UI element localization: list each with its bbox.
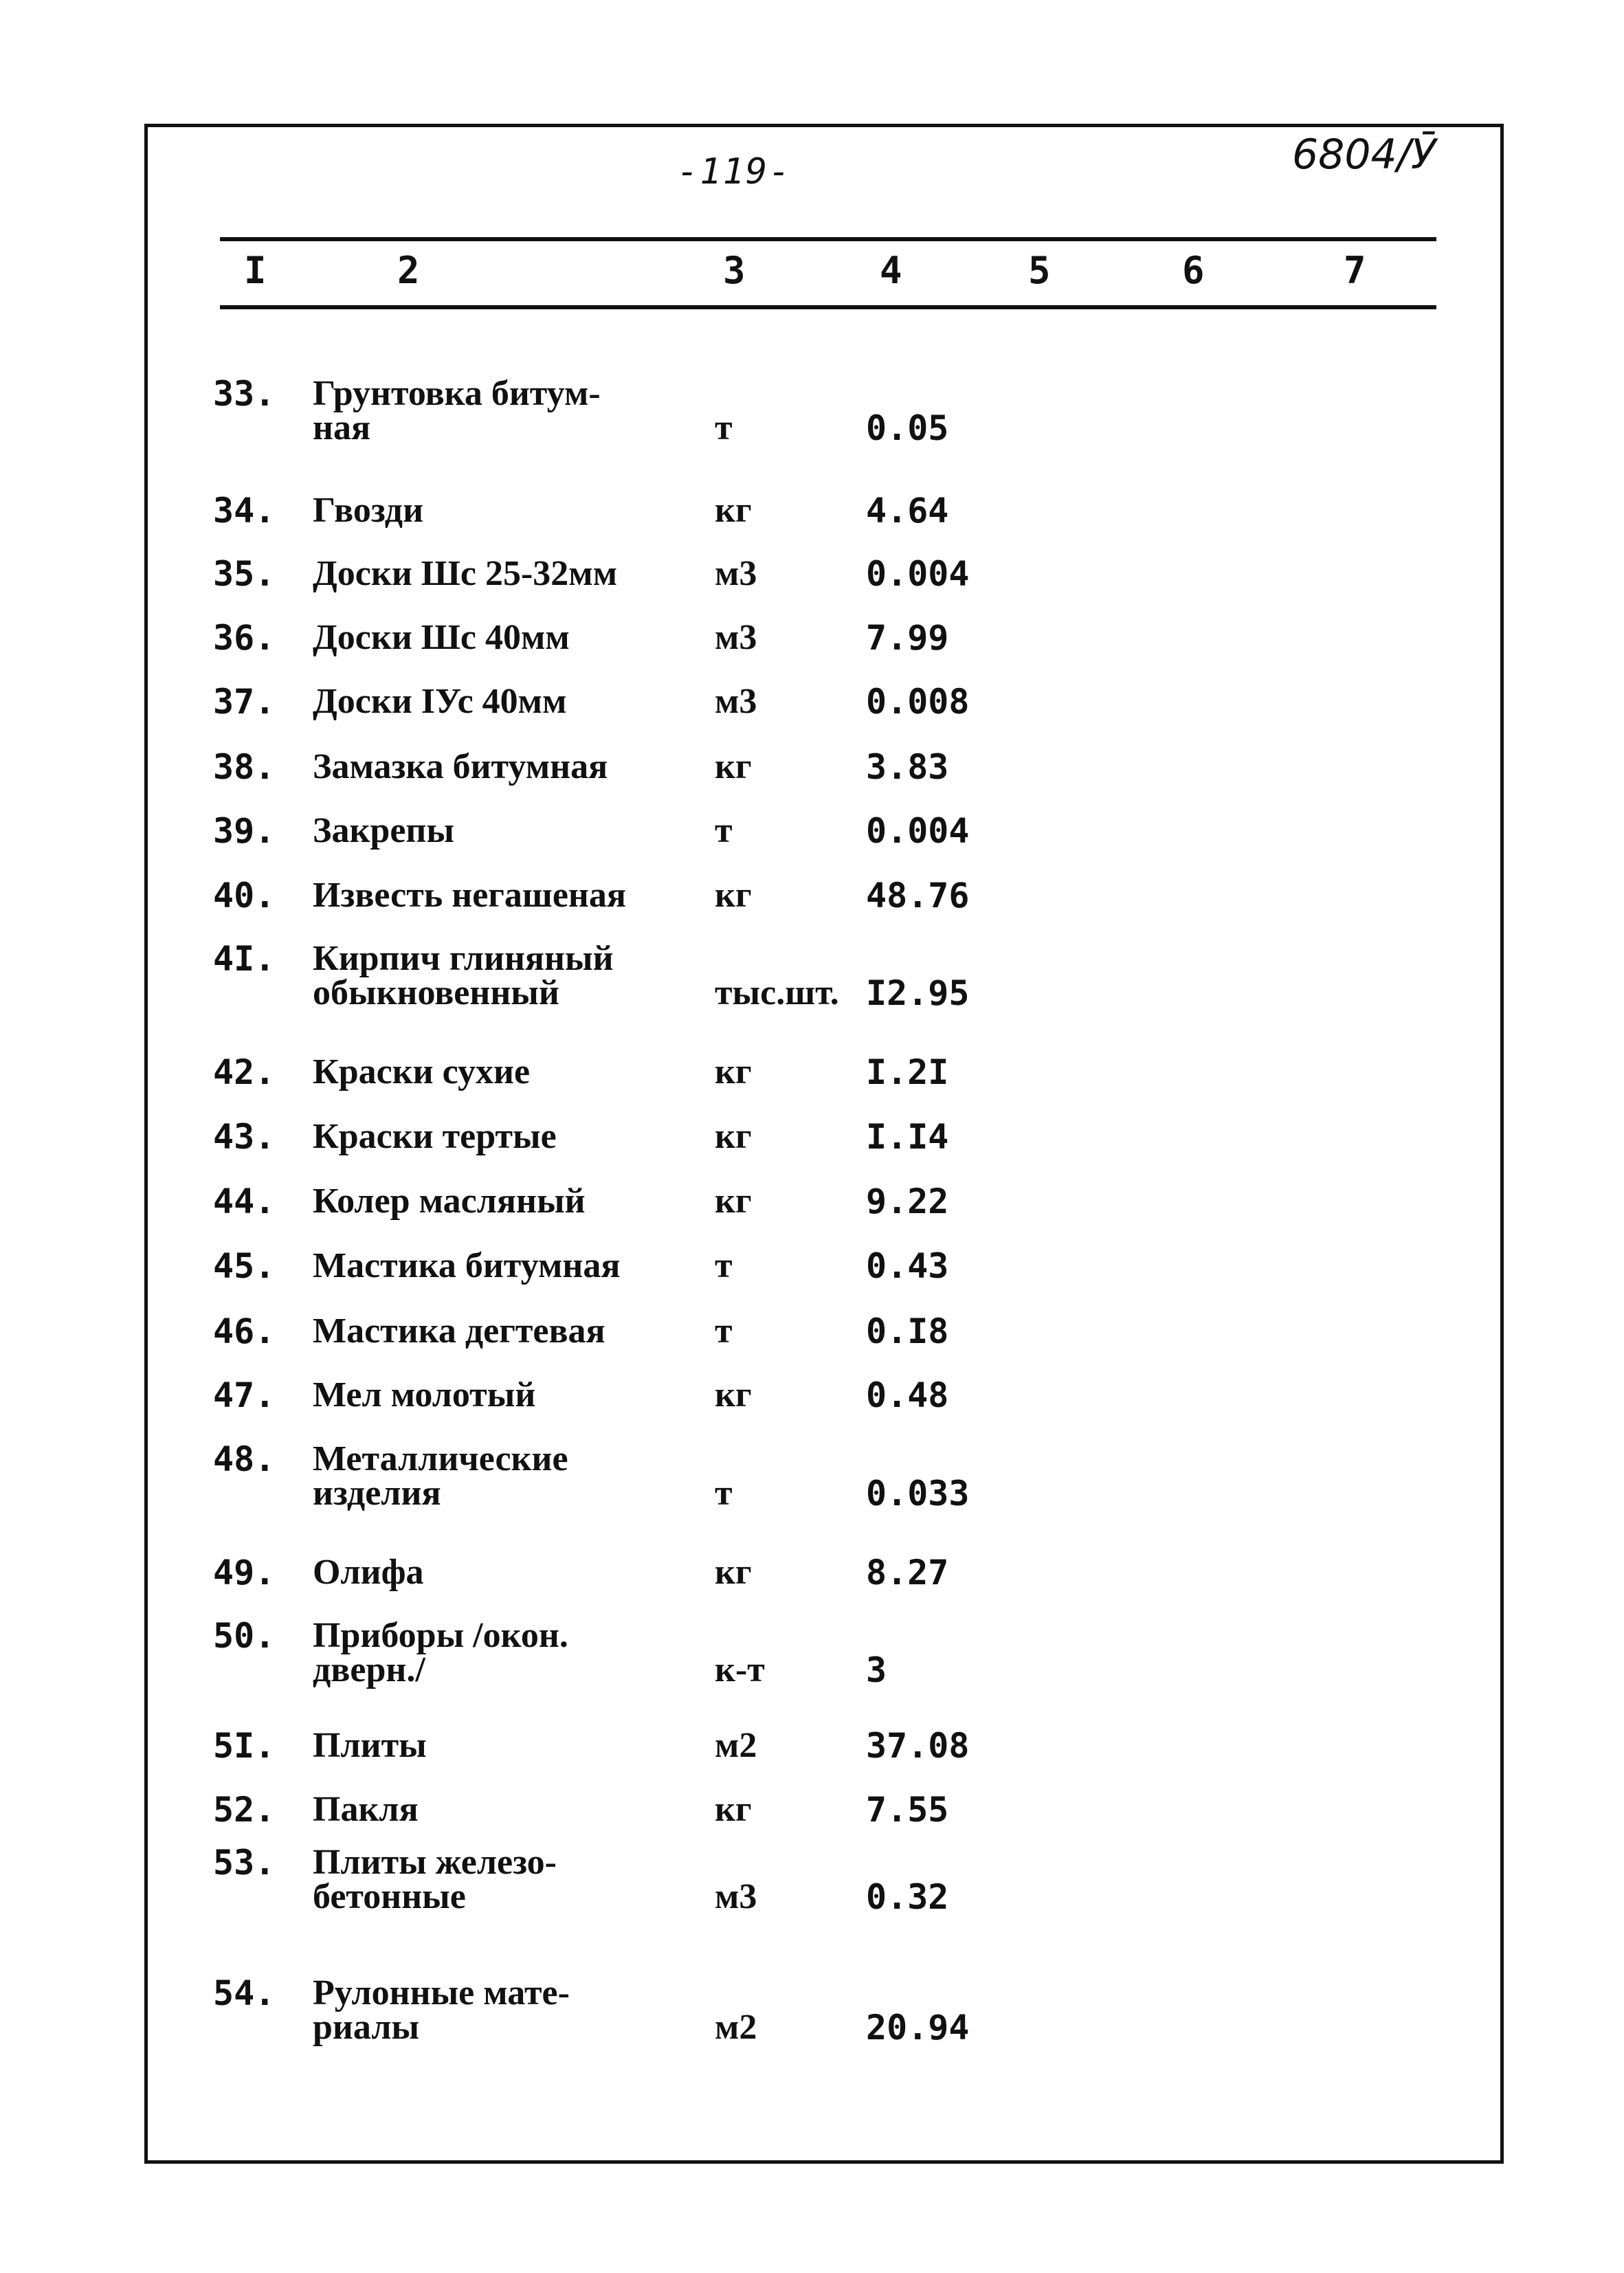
row-number: 42. — [213, 1052, 276, 1092]
row-number: 39. — [213, 811, 276, 851]
unit: к-т — [715, 1650, 765, 1689]
material-name-line: Металлические — [313, 1439, 568, 1478]
quantity: 20.94 — [866, 2008, 970, 2048]
material-name-line: Пакля — [313, 1790, 419, 1829]
unit: м3 — [715, 682, 757, 721]
column-header-4: 4 — [880, 249, 902, 292]
row-number: 53. — [213, 1843, 276, 1883]
material-name-line: риалы — [313, 2008, 420, 2047]
material-name-line: Доски IУс 40мм — [313, 682, 567, 721]
unit: м2 — [715, 1726, 757, 1765]
material-name — [313, 747, 608, 786]
material-name-line: Закрепы — [313, 811, 454, 850]
row-number: 46. — [213, 1311, 276, 1351]
quantity: 0.008 — [866, 682, 970, 722]
material-name-line: ная — [313, 408, 371, 447]
material-name-line: Доски Шс 40мм — [313, 618, 570, 657]
quantity: 48.76 — [866, 876, 970, 916]
material-name-line: Мастика битумная — [313, 1246, 621, 1285]
quantity: 3 — [866, 1650, 887, 1690]
material-name — [313, 554, 618, 593]
material-name — [313, 682, 567, 721]
quantity: 0.004 — [866, 554, 970, 594]
unit: т — [715, 1474, 733, 1513]
unit: кг — [715, 1375, 752, 1415]
material-name — [313, 1616, 568, 1689]
material-name-line: Рулонные мате- — [313, 1973, 570, 2013]
unit: м2 — [715, 2008, 757, 2047]
unit: т — [715, 1246, 733, 1285]
quantity: 0.32 — [866, 1877, 949, 1917]
material-name — [313, 811, 454, 850]
material-name-line: обыкновенный — [313, 973, 559, 1012]
row-number: 37. — [213, 682, 276, 722]
column-header-6: 6 — [1182, 249, 1205, 292]
column-header-2: 2 — [397, 249, 420, 292]
column-header-3: 3 — [723, 249, 746, 292]
material-name — [313, 1375, 536, 1415]
row-number: 33. — [213, 374, 276, 414]
material-name — [313, 1845, 557, 1914]
material-name — [313, 1439, 568, 1513]
row-number: 43. — [213, 1117, 276, 1157]
material-name-line: бетонные — [313, 1877, 466, 1916]
material-name — [313, 878, 626, 913]
quantity: 7.99 — [866, 618, 949, 658]
row-number: 45. — [213, 1246, 276, 1286]
unit: кг — [715, 1182, 752, 1221]
quantity: 7.55 — [866, 1790, 949, 1830]
material-name-line: Плиты — [313, 1726, 427, 1765]
unit: кг — [715, 747, 752, 786]
quantity: I.2I — [866, 1052, 949, 1092]
quantity: 0.05 — [866, 408, 949, 448]
row-number: 4I. — [213, 939, 276, 979]
unit: тыс.шт. — [715, 973, 839, 1012]
unit: т — [715, 408, 733, 447]
quantity: 0.43 — [866, 1246, 949, 1286]
material-name — [313, 1555, 424, 1590]
material-name-line: Краски сухие — [313, 1052, 531, 1091]
material-name-line: Олифа — [313, 1553, 424, 1592]
unit: кг — [715, 1553, 752, 1592]
material-name-line: Колер масляный — [313, 1182, 586, 1221]
unit: кг — [715, 1052, 752, 1091]
material-name — [313, 618, 570, 657]
material-name-line: Доски Шс 25-32мм — [313, 554, 618, 593]
material-name-line: Приборы /окон. — [313, 1616, 568, 1655]
material-name-line: Мастика дегтевая — [313, 1311, 605, 1351]
header-rule-top — [220, 237, 1436, 241]
quantity: I2.95 — [866, 973, 970, 1013]
material-name-line: Замазка битумная — [313, 747, 608, 786]
quantity: 0.48 — [866, 1375, 949, 1415]
material-name-line: Мел молотый — [313, 1375, 536, 1415]
row-number: 49. — [213, 1553, 276, 1593]
quantity: 9.22 — [866, 1182, 949, 1221]
row-number: 48. — [213, 1439, 276, 1479]
row-number: 35. — [213, 554, 276, 594]
material-name — [313, 1311, 605, 1351]
quantity: 0.I8 — [866, 1311, 949, 1351]
quantity: 0.033 — [866, 1474, 970, 1514]
document-code: 6804/Ӯ — [1292, 131, 1436, 179]
quantity: 8.27 — [866, 1553, 949, 1593]
row-number: 50. — [213, 1616, 276, 1656]
unit: м3 — [715, 618, 757, 657]
unit: т — [715, 811, 733, 850]
header-rule-bottom — [220, 305, 1436, 309]
material-name-line: Кирпич глиняный — [313, 939, 614, 978]
row-number: 5I. — [213, 1726, 276, 1766]
material-name-line: Грунтовка битум- — [313, 374, 601, 413]
material-name-line: изделия — [313, 1474, 441, 1513]
material-name — [313, 1184, 586, 1219]
material-name — [313, 374, 601, 447]
row-number: 52. — [213, 1790, 276, 1830]
column-header-7: 7 — [1344, 249, 1366, 292]
material-name-line: дверн./ — [313, 1650, 425, 1689]
row-number: 34. — [213, 491, 276, 531]
material-name — [313, 1973, 570, 2047]
column-header-5: 5 — [1028, 249, 1051, 292]
quantity: 4.64 — [866, 491, 949, 531]
unit: кг — [715, 876, 752, 915]
unit: м3 — [715, 1877, 757, 1916]
material-name — [313, 491, 424, 530]
material-name-line: Краски тертые — [313, 1117, 557, 1156]
unit: м3 — [715, 554, 757, 593]
material-name — [313, 1790, 419, 1829]
unit: т — [715, 1311, 733, 1351]
quantity: 0.004 — [866, 811, 970, 851]
row-number: 38. — [213, 747, 276, 787]
row-number: 44. — [213, 1182, 276, 1221]
unit: кг — [715, 1790, 752, 1829]
page-number: -119- — [677, 151, 792, 192]
material-name-line: Гвозди — [313, 491, 424, 530]
quantity: 3.83 — [866, 747, 949, 787]
row-number: 36. — [213, 618, 276, 658]
row-number: 54. — [213, 1973, 276, 2013]
column-header-1: I — [244, 249, 267, 292]
quantity: 37.08 — [866, 1726, 970, 1766]
row-number: 47. — [213, 1375, 276, 1415]
material-name — [313, 1246, 621, 1285]
material-name — [313, 939, 614, 1012]
material-name — [313, 1726, 427, 1765]
unit: кг — [715, 491, 752, 530]
material-name-line: Известь негашеная — [313, 876, 626, 915]
row-number: 40. — [213, 876, 276, 916]
material-name — [313, 1117, 557, 1156]
material-name — [313, 1052, 531, 1091]
material-name-line: Плиты железо- — [313, 1843, 557, 1882]
unit: кг — [715, 1117, 752, 1156]
quantity: I.I4 — [866, 1117, 949, 1157]
